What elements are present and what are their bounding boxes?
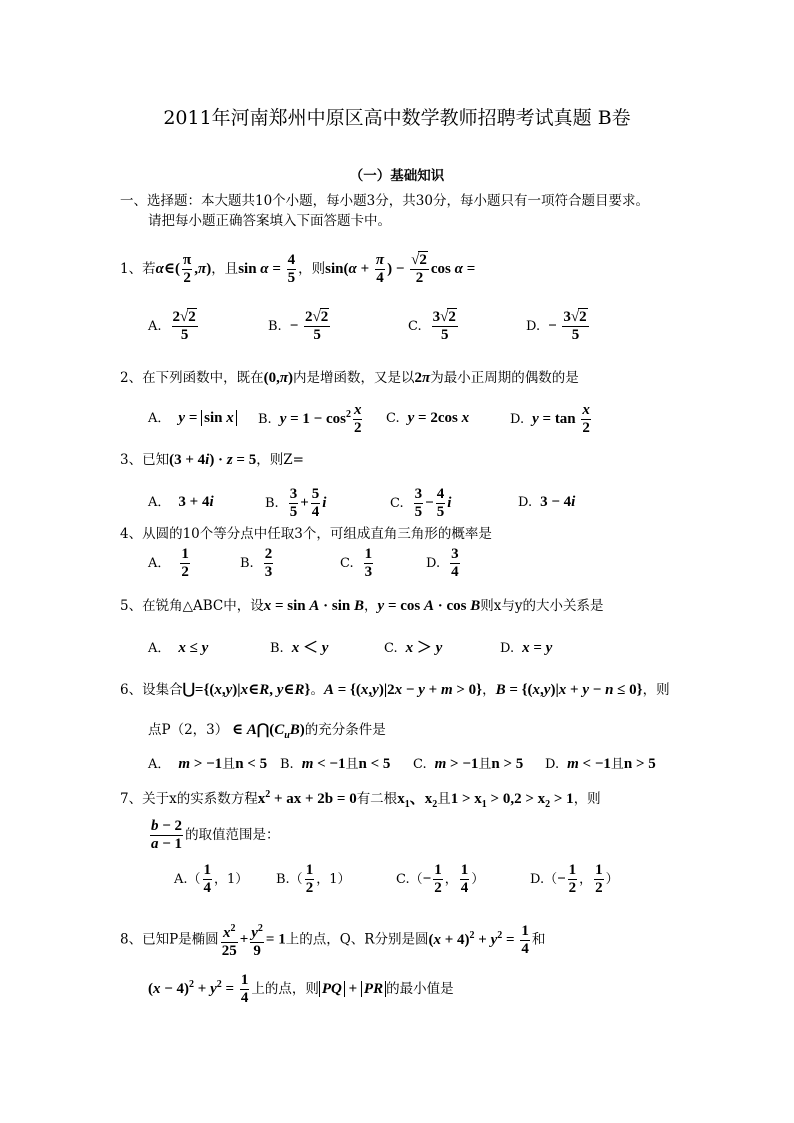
question-5: 5、在锐角△ABC中，设x = sin A · sin B，y = cos A · cos B则x与y的大小关系是 <box>120 598 604 614</box>
q3-option-b[interactable]: B. $\frac{3}{5}$ + $\frac{5}{4}$ i <box>265 486 327 520</box>
q6-option-b[interactable]: B. m < −1且n < 5 <box>280 756 391 772</box>
question-3: 3、已知(3 + 4i) · z = 5，则Z= <box>120 452 304 468</box>
instructions-line-2: 请把每小题正确答案填入下面答题卡中。 <box>148 213 391 229</box>
page-title: 2011年河南郑州中原区高中数学教师招聘考试真题 B卷 <box>163 107 631 129</box>
q4-option-c[interactable]: C. $\frac{1}{3}$ <box>340 546 373 580</box>
q4-option-b[interactable]: B. $\frac{2}{3}$ <box>240 546 273 580</box>
q5-option-c[interactable]: C. x ＞ y <box>384 640 443 656</box>
q7-option-d[interactable]: D.（− $\frac{1}{2}$ ， $\frac{1}{2}$ ） <box>530 862 619 896</box>
q1-option-c[interactable]: C. $\frac{3√2}{5}$ <box>408 309 456 343</box>
question-7-line-2: $\frac{b - 2}{a - 1}$ 的取值范围是： <box>151 818 280 852</box>
q7-option-a[interactable]: A.（ $\frac{1}{4}$ ，1） <box>174 862 249 896</box>
question-6-line-2: 点P（2，3） ∈ $A⋂(C_uB)$的充分条件是 <box>148 722 386 741</box>
q5-option-b[interactable]: B. x ＜ y <box>270 640 329 656</box>
q1-option-d[interactable]: D. − $\frac{3√2}{5}$ <box>526 309 587 343</box>
q2-option-c[interactable]: C. y = 2cos x <box>386 410 470 426</box>
q1-option-a[interactable]: A. $\frac{2√2}{5}$ <box>148 309 196 343</box>
q3-option-c[interactable]: C. $\frac{3}{5}$ − $\frac{4}{5}$ i <box>390 486 452 520</box>
q4-option-d[interactable]: D. $\frac{3}{4}$ <box>426 546 459 580</box>
q7-option-b[interactable]: B.（ $\frac{1}{2}$ ，1） <box>276 862 351 896</box>
question-8-line-2: $(x - 4)^2 + y^2$ = $\frac{1}{4}$ 上的点，则 PQ + PR 的最小值是 <box>148 972 454 1006</box>
q7-option-c[interactable]: C.（− $\frac{1}{2}$ ， $\frac{1}{4}$ ） <box>396 862 485 896</box>
q2-option-b[interactable]: B. $y = 1 - \cos^2$ $\frac{x}{2}$ <box>258 402 362 436</box>
q2-option-d[interactable]: D. y = tan $\frac{x}{2}$ <box>510 402 590 436</box>
q5-option-a[interactable]: A． x ≤ y <box>148 640 209 656</box>
question-4: 4、从圆的10个等分点中任取3个，可组成直角三角形的概率是 <box>120 526 492 542</box>
question-6-line-1: 6、设集合⋃={(x,y)|x∈R, y∈R}。A = {(x,y)|2x − y + m > 0}，B = {(x,y)|x + y − n ≤ 0}，则 <box>120 682 670 698</box>
q5-option-d[interactable]: D. x = y <box>500 640 553 656</box>
q4-option-a[interactable]: A． $\frac{1}{2}$ <box>148 546 189 580</box>
question-8-line-1: 8、已知P是椭圆 $\frac{x^2}{25}$ + $\frac{y^2}{9}$ = 1上的点，Q、R分别是圆$(x + 4)^2 + y^2$ = $\frac{1}{4}$ 和 <box>120 922 546 959</box>
q1-option-b[interactable]: B. − $\frac{2√2}{5}$ <box>268 309 329 343</box>
q2-option-a[interactable]: A． y = sin x <box>148 410 237 427</box>
q6-option-d[interactable]: D. m < −1且n > 5 <box>545 756 656 772</box>
instructions-line-1: 一、选择题：本大题共10个小题，每小题3分，共30分，每小题只有一项符合题目要求。 <box>120 193 649 209</box>
q3-option-d[interactable]: D. 3 − 4i <box>518 494 576 510</box>
question-1: 1、若α∈( $\frac{\pi}{2}$ ,π)，且sin α = $\frac{4}{5}$ ，则sin(α + $\frac{\pi}{4}$ ) − $\frac{√2}{2}$ cos α = <box>120 252 476 286</box>
question-7-line-1: 7、关于x的实系数方程$x^2$ + ax + 2b = 0有二根$x_1$、$x_2$且$1 > x_1 > 0,2 > x_2 > 1$，则 <box>120 789 601 810</box>
section-heading: （一）基础知识 <box>349 168 445 184</box>
q6-option-c[interactable]: C. m > −1且n > 5 <box>413 756 524 772</box>
q3-option-a[interactable]: A． 3 + 4i <box>148 494 214 510</box>
question-2: 2、在下列函数中，既在(0,π)内是增函数，又是以2π为最小正周期的偶数的是 <box>120 370 579 386</box>
q6-option-a[interactable]: A． m > −1且n < 5 <box>148 756 268 772</box>
